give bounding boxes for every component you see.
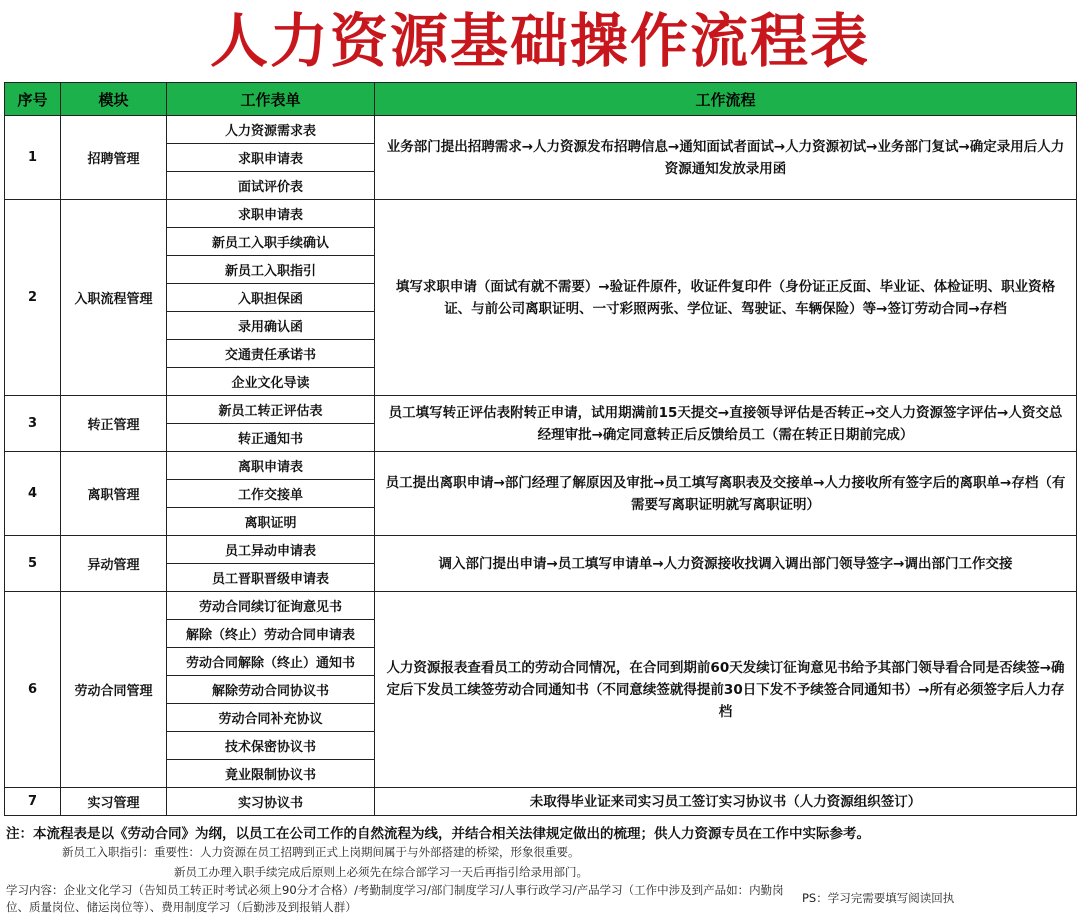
row-number: 4 xyxy=(5,452,61,536)
form-name: 求职申请表 xyxy=(167,144,375,172)
form-name: 新员工转正评估表 xyxy=(167,396,375,424)
process-table xyxy=(4,82,1077,816)
note-line-onboarding-guide: 新员工入职指引：重要性：人力资源在员工招聘到正式上岗期间属于与外部搭建的桥梁，形象很重要。 xyxy=(62,845,580,859)
table-row xyxy=(5,200,1077,228)
table-row xyxy=(5,536,1077,564)
form-name: 劳动合同补充协议 xyxy=(167,704,375,732)
process-description: 员工填写转正评估表附转正申请，试用期满前15天提交→直接领导评估是否转正→交人力资源签字评估→人资交总经理审批→确定同意转正后反馈给员工（需在转正日期前完成） xyxy=(375,396,1077,452)
notes-section xyxy=(6,822,1076,914)
header-module: 模块 xyxy=(61,83,167,116)
form-name: 新员工入职指引 xyxy=(167,256,375,284)
form-name: 入职担保函 xyxy=(167,284,375,312)
form-name: 离职申请表 xyxy=(167,452,375,480)
module-name: 入职流程管理 xyxy=(61,200,167,396)
process-description: 未取得毕业证来司实习员工签订实习协议书（人力资源组织签订） xyxy=(375,788,1077,816)
process-description: 业务部门提出招聘需求→人力资源发布招聘信息→通知面试者面试→人力资源初试→业务部门复试→确定录用后人力资源通知发放录用函 xyxy=(375,116,1077,200)
module-name: 实习管理 xyxy=(61,788,167,816)
table-header-row xyxy=(5,83,1077,116)
form-name: 竟业限制协议书 xyxy=(167,760,375,788)
row-number: 6 xyxy=(5,592,61,788)
note-ps: PS：学习完需要填写阅读回执 xyxy=(802,891,955,905)
form-name: 解除劳动合同协议书 xyxy=(167,676,375,704)
form-name: 实习协议书 xyxy=(167,788,375,816)
form-name: 转正通知书 xyxy=(167,424,375,452)
table-row xyxy=(5,116,1077,144)
module-name: 招聘管理 xyxy=(61,116,167,200)
row-number: 7 xyxy=(5,788,61,816)
header-forms: 工作表单 xyxy=(167,83,375,116)
process-description: 人力资源报表查看员工的劳动合同情况，在合同到期前60天发续订征询意见书给予其部门领导看合同是否续签→确定后下发员工续签劳动合同通知书（不同意续签就得提前30日下发不予续签合同通知书）→所有必须签字后人力存档 xyxy=(375,592,1077,788)
form-name: 员工异动申请表 xyxy=(167,536,375,564)
form-name: 劳动合同解除（终止）通知书 xyxy=(167,648,375,676)
form-name: 离职证明 xyxy=(167,508,375,536)
row-number: 3 xyxy=(5,396,61,452)
row-number: 5 xyxy=(5,536,61,592)
module-name: 异动管理 xyxy=(61,536,167,592)
form-name: 解除（终止）劳动合同申请表 xyxy=(167,620,375,648)
form-name: 录用确认函 xyxy=(167,312,375,340)
process-description: 调入部门提出申请→员工填写申请单→人力资源接收找调入调出部门领导签字→调出部门工作交接 xyxy=(375,536,1077,592)
form-name: 交通责任承诺书 xyxy=(167,340,375,368)
form-name: 技术保密协议书 xyxy=(167,732,375,760)
header-process: 工作流程 xyxy=(375,83,1077,116)
table-row xyxy=(5,788,1077,816)
form-name: 工作交接单 xyxy=(167,480,375,508)
process-description: 填写求职申请（面试有就不需要）→验证件原件，收证件复印件（身份证正反面、毕业证、体检证明、职业资格证、与前公司离职证明、一寸彩照两张、学位证、驾驶证、车辆保险）等→签订劳动合同→存档 xyxy=(375,200,1077,396)
table-row xyxy=(5,592,1077,620)
form-name: 求职申请表 xyxy=(167,200,375,228)
module-name: 劳动合同管理 xyxy=(61,592,167,788)
process-description: 员工提出离职申请→部门经理了解原因及审批→员工填写离职表及交接单→人力接收所有签字后的离职单→存档（有需要写离职证明就写离职证明） xyxy=(375,452,1077,536)
row-number: 2 xyxy=(5,200,61,396)
module-name: 离职管理 xyxy=(61,452,167,536)
table-row xyxy=(5,452,1077,480)
row-number: 1 xyxy=(5,116,61,200)
form-name: 人力资源需求表 xyxy=(167,116,375,144)
form-name: 劳动合同续订征询意见书 xyxy=(167,592,375,620)
note-main: 注：本流程表是以《劳动合同》为纲，以员工在公司工作的自然流程为线，并结合相关法律规定做出的梳理；供人力资源专员在工作中实际参考。 xyxy=(6,826,870,842)
form-name: 面试评价表 xyxy=(167,172,375,200)
form-name: 新员工入职手续确认 xyxy=(167,228,375,256)
note-line-training: 新员工办理入职手续完成后原则上必须先在综合部学习一天后再指引给录用部门。 xyxy=(174,865,588,879)
table-row xyxy=(5,396,1077,424)
form-name: 企业文化导读 xyxy=(167,368,375,396)
header-no: 序号 xyxy=(5,83,61,116)
form-name: 员工晋职晋级申请表 xyxy=(167,564,375,592)
table-body xyxy=(5,116,1077,816)
note-line-study-content: 学习内容：企业文化学习（告知员工转正时考试必须上90分才合格）/考勤制度学习/部门制度学习/人事行政学习/产品学习（工作中涉及到产品如：内勤岗位、质量岗位、储运岗位等）、费用制度学习（后勤涉及到报销人群） xyxy=(6,883,784,914)
module-name: 转正管理 xyxy=(61,396,167,452)
page-title: 人力资源基础操作流程表 xyxy=(209,7,870,75)
